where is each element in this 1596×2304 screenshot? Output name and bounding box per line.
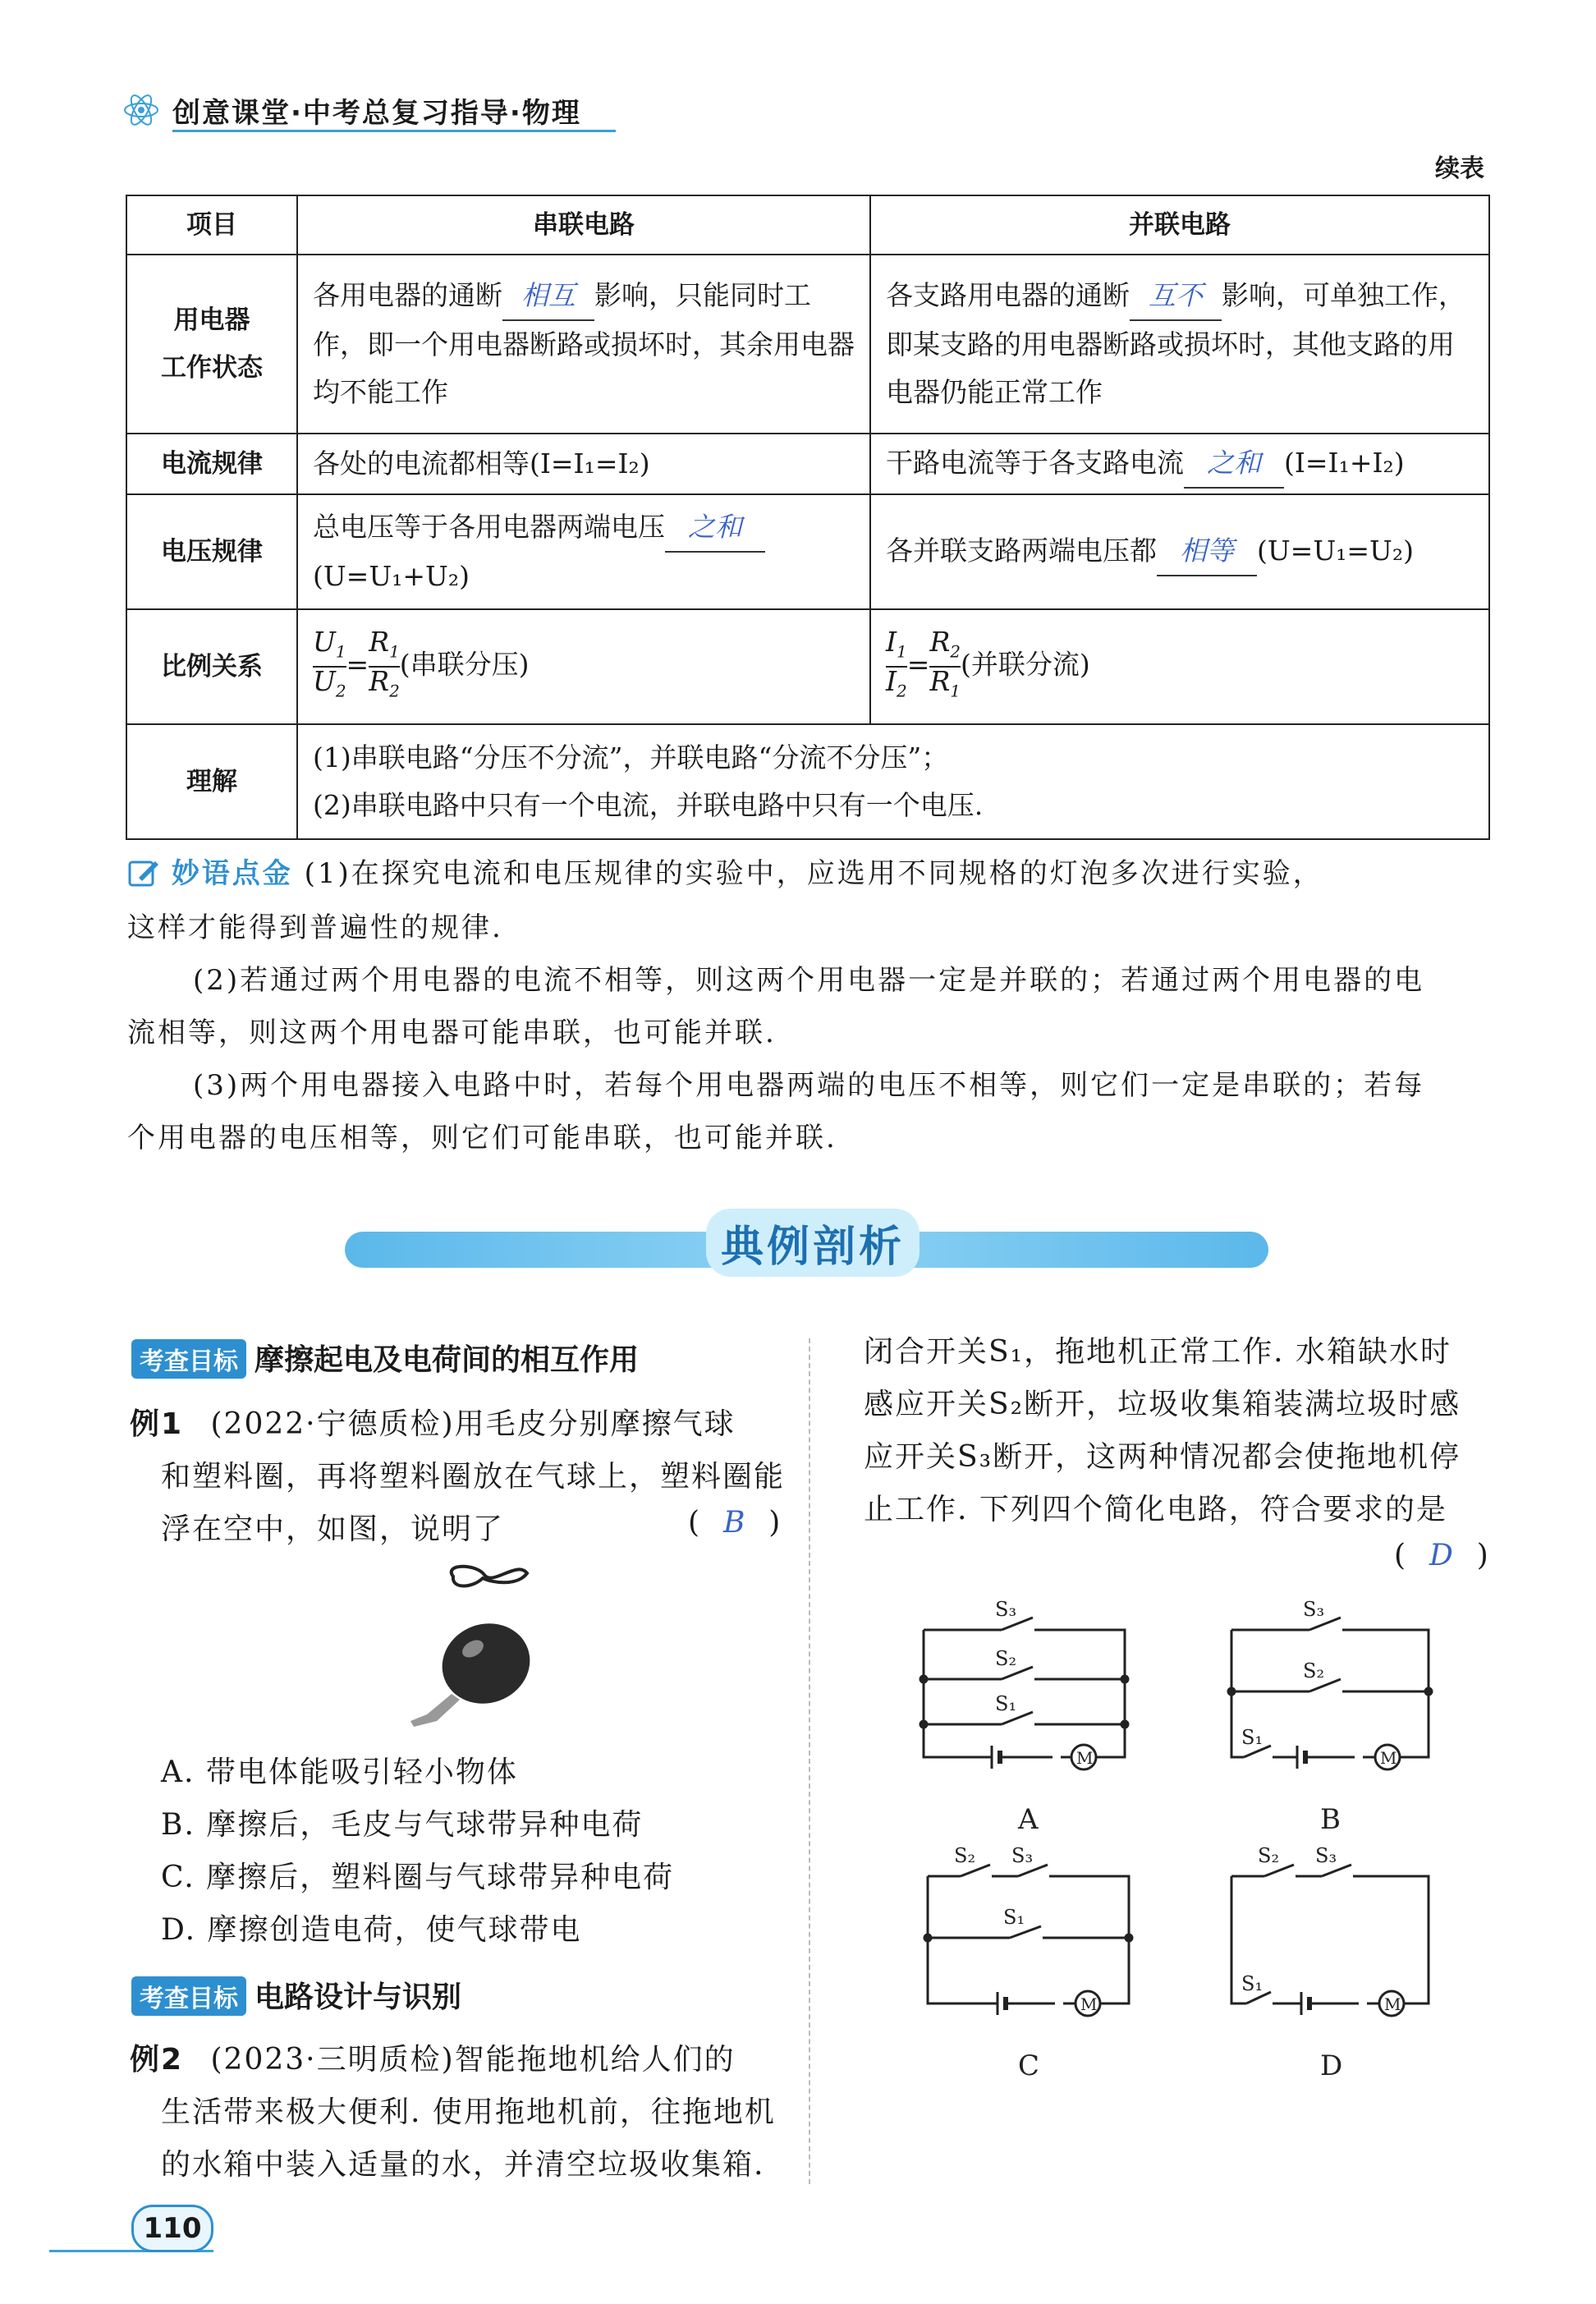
exam-target-2 — [131, 1974, 461, 2016]
ratio-fraction: $\frac{R_2}{R_1}$ — [929, 626, 961, 701]
switch-label: S₁ — [995, 1692, 1017, 1715]
cell-text: (I=I₁+I₂) — [1284, 447, 1405, 479]
answer-blank: 之和 — [665, 503, 765, 553]
continued-label: 续表 — [1435, 154, 1484, 183]
header-title: 创意课堂·中考总复习指导·物理 — [172, 97, 581, 130]
pencil-note-icon — [127, 858, 160, 888]
target-text: 摩擦起电及电荷间的相互作用 — [255, 1343, 640, 1377]
cell-text: 干路电流等于各支路电流 — [886, 447, 1184, 479]
tip-text: (2)若通过两个用电器的电流不相等，则这两个用电器一定是并联的；若通过两个用电器的电 — [193, 964, 1425, 997]
circuit-label: D — [1320, 2049, 1343, 2082]
question-text: 浮在空中，如图，说明了 — [161, 1512, 505, 1546]
question-text: 的水箱中装入适量的水，并清空垃圾收集箱. — [161, 2148, 765, 2182]
cell-text: 各并联支路两端电压都 — [886, 535, 1157, 567]
balloon-ring-illustration — [394, 1558, 558, 1731]
question-text: 闭合开关S₁，拖地机正常工作. 水箱缺水时 — [864, 1335, 1452, 1369]
switch-label: S₃ — [1315, 1844, 1337, 1867]
header-underline — [172, 130, 616, 132]
table-cell: $\frac{I_1}{I_2}$ = $\frac{R_2}{R_1}$ (并联分流) — [870, 609, 1489, 724]
col-header-parallel: 并联电路 — [870, 195, 1489, 255]
answer-bracket: ( B ) — [688, 1506, 782, 1540]
circuit-label: A — [1018, 1803, 1039, 1836]
switch-label: S₁ — [1241, 1726, 1264, 1749]
motor-label: M — [1380, 1748, 1397, 1768]
switch-label: S₂ — [1303, 1659, 1325, 1682]
row-label — [126, 255, 297, 434]
row-label-line: 用电器 — [173, 305, 250, 335]
question-text: (2022·宁德质检)用毛皮分别摩擦气球 — [210, 1407, 736, 1441]
cell-text: (串联分压) — [399, 649, 530, 681]
switch-label: S₁ — [1003, 1906, 1025, 1929]
table-cell: $\frac{U_1}{U_2}$ = $\frac{R_1}{R_2}$ (串联分压) — [297, 609, 870, 724]
switch-label: S₃ — [1303, 1598, 1325, 1621]
motor-label: M — [1080, 1994, 1098, 2014]
comparison-table — [126, 195, 1490, 840]
answer-blank: 之和 — [1184, 439, 1284, 489]
example-label: 例2 — [130, 2043, 184, 2077]
target-tag: 考查目标 — [131, 1976, 246, 2016]
example-1-line — [130, 1401, 736, 1443]
row-label: 电压规律 — [126, 494, 297, 609]
cell-text: (U=U₁=U₂) — [1257, 535, 1414, 567]
question-text: 生活带来极大便利. 使用拖地机前，往拖地机 — [161, 2095, 776, 2129]
row-label-line: 工作状态 — [161, 353, 263, 383]
ratio-fraction: $\frac{U_1}{U_2}$ — [313, 626, 346, 701]
row-label: 电流规律 — [126, 434, 297, 494]
switch-label: S₂ — [1258, 1844, 1280, 1867]
column-divider — [809, 1338, 810, 2184]
answer-bracket: ( D ) — [1394, 1539, 1490, 1572]
switch-label: S₂ — [995, 1647, 1017, 1670]
target-tag: 考查目标 — [131, 1339, 246, 1379]
col-header-item: 项目 — [126, 195, 297, 255]
answer-blank: 相互 — [502, 272, 594, 321]
row-label: 理解 — [126, 724, 297, 839]
table-cell — [297, 494, 870, 609]
tip-text: (3)两个用电器接入电路中时，若每个用电器两端的电压不相等，则它们一定是串联的；若每 — [193, 1069, 1425, 1102]
motor-label: M — [1384, 1994, 1401, 2014]
answer-blank: 相等 — [1157, 527, 1257, 576]
table-cell — [297, 255, 870, 434]
option-b: B. 摩擦后，毛皮与气球带异种电荷 — [161, 1808, 644, 1842]
example-label: 例1 — [130, 1407, 184, 1441]
cell-text: 各支路用电器的通断 — [886, 279, 1130, 311]
cell-text: 总电压等于各用电器两端电压 — [313, 511, 665, 543]
option-a: A. 带电体能吸引轻小物体 — [161, 1756, 518, 1789]
target-text: 电路设计与识别 — [255, 1980, 462, 2014]
table-cell — [870, 255, 1489, 434]
col-header-series: 串联电路 — [297, 195, 870, 255]
ratio-fraction: $\frac{R_1}{R_2}$ — [369, 626, 400, 701]
table-row — [126, 434, 1489, 494]
table-cell — [870, 494, 1489, 609]
question-text: (2023·三明质检)智能拖地机给人们的 — [210, 2043, 736, 2077]
table-row — [126, 255, 1489, 434]
question-text: 和塑料圈，再将塑料圈放在气球上，塑料圈能 — [161, 1460, 786, 1494]
cell-text: 影响，可单独工作，即某支路的用电器断路或损坏时，其他支路的用电器仍能正常工作 — [886, 279, 1465, 408]
circuit-label: B — [1320, 1803, 1341, 1836]
cell-text: (1)串联电路“分压不分流”，并联电路“分流不分压”； — [313, 741, 949, 773]
cell-text: (2)串联电路中只有一个电流，并联电路中只有一个电压. — [313, 789, 984, 821]
table-cell — [297, 724, 1489, 839]
option-d: D. 摩擦创造电荷，使气球带电 — [161, 1913, 582, 1947]
tip-paragraph-1 — [127, 849, 1323, 898]
circuit-labels — [887, 1585, 1511, 2159]
section-banner-title: 典例剖析 — [706, 1209, 920, 1277]
switch-label: S₃ — [995, 1598, 1017, 1621]
switch-label: S₁ — [1241, 1972, 1264, 1995]
table-cell: 各处的电流都相等(I=I₁=I₂) — [297, 434, 870, 494]
ratio-fraction: $\frac{I_1}{I_2}$ — [886, 626, 907, 701]
tip-text: (1)在探究电流和电压规律的实验中，应选用不同规格的灯泡多次进行实验， — [304, 857, 1323, 890]
cell-text: (U=U₁+U₂) — [313, 560, 470, 592]
answer-value: B — [722, 1506, 747, 1540]
question-text: 感应开关S₂断开，垃圾收集箱装满垃圾时感 — [864, 1388, 1461, 1421]
answer-blank: 互不 — [1130, 272, 1222, 321]
table-header-row — [126, 195, 1489, 255]
option-c: C. 摩擦后，塑料圈与气球带异种电荷 — [161, 1861, 675, 1894]
atom-icon — [123, 92, 159, 128]
table-row — [126, 724, 1489, 839]
table-cell — [870, 434, 1489, 494]
table-row — [126, 609, 1489, 724]
row-label: 比例关系 — [126, 609, 297, 724]
cell-text: (并联分流) — [961, 649, 1090, 681]
tip-text: 流相等，则这两个用电器可能串联，也可能并联. — [127, 1017, 777, 1049]
question-text: 应开关S₃断开，这两种情况都会使拖地机停 — [864, 1440, 1461, 1474]
exam-target-1 — [131, 1337, 639, 1379]
motor-label: M — [1076, 1748, 1094, 1768]
example-2-line — [130, 2036, 736, 2078]
table-row — [126, 494, 1489, 609]
question-text: 止工作. 下列四个简化电路，符合要求的是 — [864, 1493, 1447, 1526]
tip-label: 妙语点金 — [171, 857, 293, 890]
tip-text: 这样才能得到普遍性的规律. — [127, 911, 503, 944]
circuit-label: C — [1018, 2049, 1040, 2082]
switch-label: S₃ — [1011, 1844, 1034, 1867]
page-number: 110 — [131, 2205, 213, 2252]
tip-text: 个用电器的电压相等，则它们可能串联，也可能并联. — [127, 1122, 837, 1154]
cell-text: 各用电器的通断 — [313, 279, 502, 311]
answer-value: D — [1429, 1539, 1455, 1572]
switch-label: S₂ — [954, 1844, 976, 1867]
cell-text: 影响，只能同时工作，即一个用电器断路或损坏时，其余用电器均不能工作 — [313, 279, 855, 408]
